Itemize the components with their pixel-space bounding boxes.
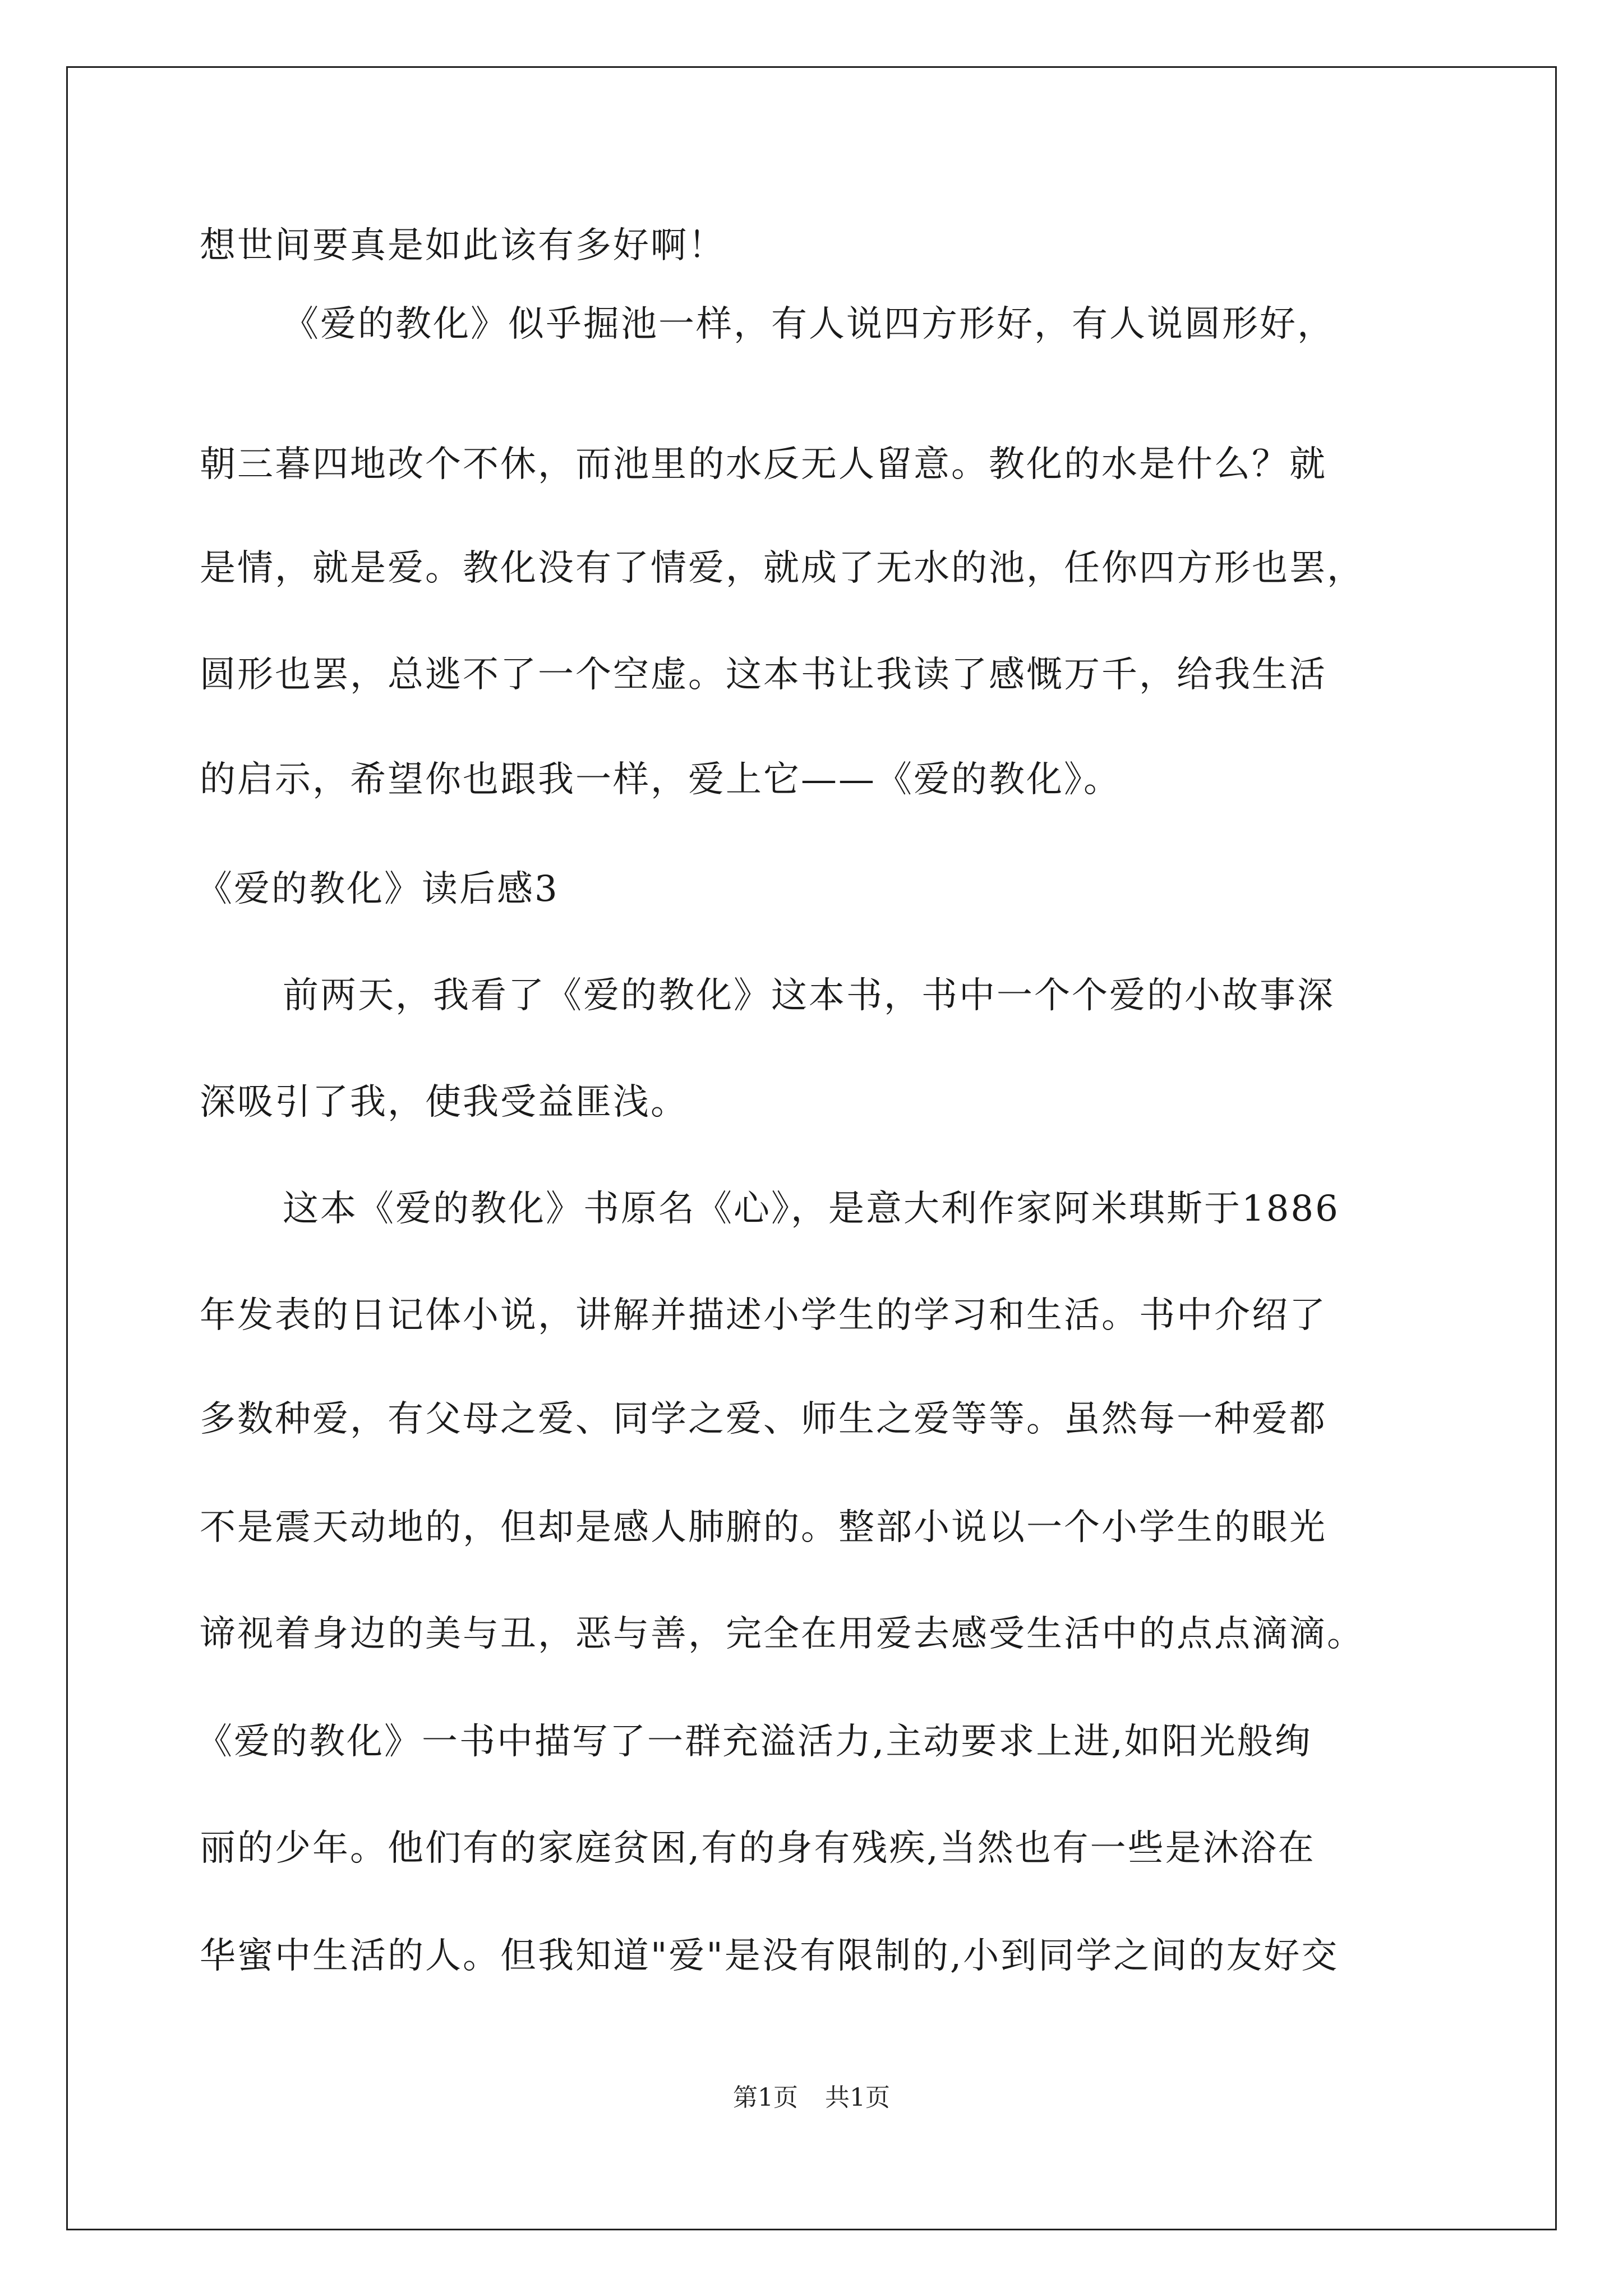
paragraph-line: 多数种爱，有父母之爱、同学之爱、师生之爱等等。虽然每一种爱都 [200, 1398, 1327, 1440]
page-footer [0, 2082, 1623, 2114]
paragraph-line: 这本《爱的教化》书原名《心》，是意大利作家阿米琪斯于1886 [283, 1188, 1340, 1230]
page-number: 第1页 [733, 2083, 798, 2112]
paragraph-line: 不是震天动地的，但却是感人肺腑的。整部小说以一个小学生的眼光 [200, 1507, 1327, 1548]
paragraph-line: 《爱的教化》一书中描写了一群充溢活力,主动要求上进,如阳光般绚 [196, 1721, 1312, 1763]
paragraph-line: 想世间要真是如此该有多好啊！ [200, 225, 726, 266]
paragraph-line: 圆形也罢，总逃不了一个空虚。这本书让我读了感慨万千，给我生活 [200, 654, 1327, 696]
paragraph-line: 朝三暮四地改个不休，而池里的水反无人留意。教化的水是什么？就 [200, 444, 1327, 485]
paragraph-line: 深吸引了我，使我受益匪浅。 [200, 1082, 688, 1123]
paragraph-line: 丽的少年。他们有的家庭贫困,有的身有残疾,当然也有一些是沐浴在 [200, 1828, 1316, 1869]
section-heading: 《爱的教化》读后感3 [196, 868, 559, 910]
paragraph-line: 前两天，我看了《爱的教化》这本书，书中一个个爱的小故事深 [283, 975, 1335, 1016]
page-border [66, 66, 1557, 2230]
paragraph-line: 年发表的日记体小说，讲解并描述小学生的学习和生活。书中介绍了 [200, 1295, 1327, 1336]
paragraph-line: 是情，就是爱。教化没有了情爱，就成了无水的池，任你四方形也罢， [200, 547, 1364, 589]
paragraph-line: 《爱的教化》似乎掘池一样，有人说四方形好，有人说圆形好， [283, 303, 1335, 345]
paragraph-line: 谛视着身边的美与丑，恶与善，完全在用爱去感受生活中的点点滴滴。 [200, 1613, 1364, 1655]
paragraph-line: 的启示，希望你也跟我一样，爱上它——《爱的教化》。 [200, 759, 1121, 800]
page-total: 共1页 [825, 2083, 890, 2112]
paragraph-line: 华蜜中生活的人。但我知道"爱"是没有限制的,小到同学之间的友好交 [200, 1935, 1339, 1977]
